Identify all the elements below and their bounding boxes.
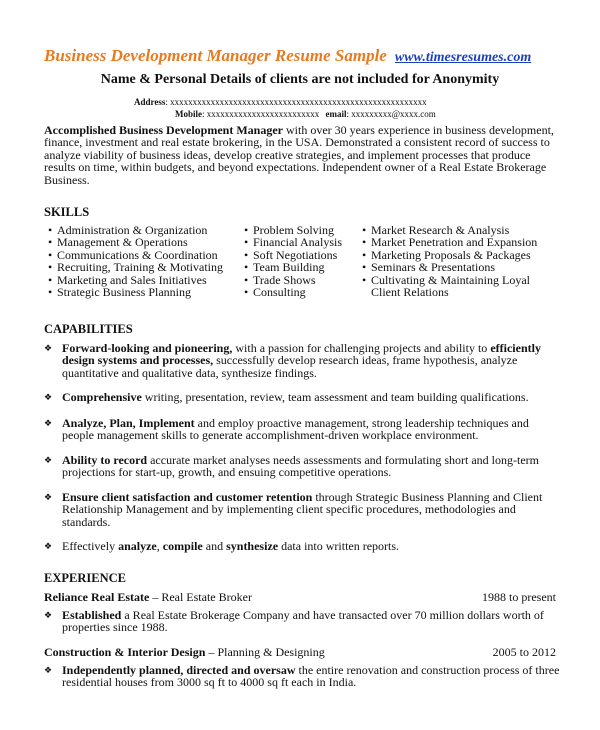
anonymity-note: Name & Personal Details of clients are not included for Anonymity bbox=[100, 72, 500, 87]
job-dates: 1988 to present bbox=[482, 590, 556, 604]
skill-item: • Administration & Organization bbox=[48, 223, 208, 237]
skill-item: • Soft Negotiations bbox=[244, 247, 338, 262]
skill-item: • Communications & Coordination bbox=[48, 247, 218, 262]
skill-item: • Seminars & Presentations bbox=[362, 260, 495, 275]
mobile-label: Mobile bbox=[175, 109, 202, 119]
diamond-bullet-icon: ❖ bbox=[44, 665, 53, 675]
skill-item: • Management & Operations bbox=[48, 235, 188, 250]
summary-lead: Accomplished Business Development Manager bbox=[44, 123, 283, 137]
skill-item: • Marketing Proposals & Packages bbox=[362, 247, 531, 262]
summary-text: with over 30 years experience in business development, finance, investment and real estate brokering, in the USA. Demonstrated a consistent record of success to analyze viability of business ideas, develop creative strategies, and implement processes that produce results on time, within budgets, and beyond expectations. Independent owner of a Real Estate Brokerage Business. bbox=[44, 123, 554, 187]
skill-item: • Market Penetration and Expansion bbox=[362, 235, 538, 250]
skill-item: • Market Research & Analysis bbox=[362, 223, 510, 237]
skill-item: • Strategic Business Planning bbox=[48, 285, 191, 300]
capability-item: ❖ Analyze, Plan, Implement and employ proactive management, strong leadership techniques and people management skills to generate accomplishment-driven workplace environment. bbox=[44, 416, 529, 443]
job-achievement: ❖ Established a Real Estate Brokerage Company and have transacted over 70 million dollars worth of properties since 1988. bbox=[44, 608, 544, 635]
experience-heading: EXPERIENCE bbox=[44, 571, 126, 585]
skill-item: • Consulting bbox=[244, 285, 306, 300]
capability-item: ❖ Comprehensive writing, presentation, review, team assessment and team building qualifications. bbox=[44, 390, 529, 404]
skill-item: • Team Building bbox=[244, 260, 325, 275]
diamond-bullet-icon: ❖ bbox=[44, 418, 53, 428]
job-dates: 2005 to 2012 bbox=[492, 645, 556, 659]
capability-item: ❖ Effectively analyze, compile and synthesize data into written reports. bbox=[44, 539, 400, 553]
job-header bbox=[44, 645, 556, 660]
diamond-bullet-icon: ❖ bbox=[44, 610, 53, 620]
skill-item-continuation: Client Relations bbox=[371, 285, 449, 300]
skill-item: • Marketing and Sales Initiatives bbox=[48, 272, 207, 287]
email-label: email bbox=[325, 109, 347, 119]
skill-item: • Financial Analysis bbox=[244, 235, 342, 250]
header bbox=[44, 46, 564, 66]
skill-item: • Trade Shows bbox=[244, 272, 316, 287]
address-line bbox=[134, 97, 427, 107]
job-header bbox=[44, 590, 556, 605]
mobile-email-line bbox=[175, 109, 436, 119]
capability-item: ❖ Ensure client satisfaction and customer retention through Strategic Business Planning and Client Relationship Management and by implementing client specific procedures, methodologies and standards. bbox=[44, 490, 543, 529]
document-title: Business Development Manager Resume Sample bbox=[44, 46, 387, 65]
email-value: : xxxxxxxxx@xxxx.com bbox=[346, 109, 436, 119]
diamond-bullet-icon: ❖ bbox=[44, 541, 53, 551]
skills-column-3 bbox=[362, 224, 537, 298]
mobile-value: : xxxxxxxxxxxxxxxxxxxxxxxxx bbox=[202, 109, 320, 119]
diamond-bullet-icon: ❖ bbox=[44, 392, 53, 402]
diamond-bullet-icon: ❖ bbox=[44, 343, 53, 353]
skills-column-2 bbox=[244, 224, 342, 298]
address-label: Address bbox=[134, 97, 166, 107]
address-value: : xxxxxxxxxxxxxxxxxxxxxxxxxxxxxxxxxxxxxxxxxxxxxxxxxxxxxxxxx bbox=[165, 97, 427, 107]
job-role: – Planning & Designing bbox=[205, 645, 325, 659]
job-achievement: ❖ Independently planned, directed and oversaw the entire renovation and construction process of three residential houses from 3000 sq ft to 4000 sq ft each in India. bbox=[44, 663, 560, 690]
diamond-bullet-icon: ❖ bbox=[44, 492, 53, 502]
job-role: – Real Estate Broker bbox=[149, 590, 252, 604]
capability-item: ❖ Forward-looking and pioneering, with a passion for challenging projects and ability to efficiently design systems and processes, successfully develop research ideas, frame hypothesis, analyze quantitative and qualitative data, synthesize findings. bbox=[44, 341, 541, 380]
skills-heading: SKILLS bbox=[44, 205, 90, 219]
skill-item: • Cultivating & Maintaining Loyal bbox=[362, 272, 530, 287]
diamond-bullet-icon: ❖ bbox=[44, 455, 53, 465]
capability-item: ❖ Ability to record accurate market analyses needs assessments and formulating short and long-term projections for start-up, growth, and ensuing competitive operations. bbox=[44, 453, 539, 480]
website-link[interactable]: www.timesresumes.com bbox=[394, 50, 532, 65]
skill-item: • Problem Solving bbox=[244, 223, 335, 237]
professional-summary bbox=[44, 124, 559, 186]
company-name: Reliance Real Estate bbox=[44, 590, 150, 604]
skill-item: • Recruiting, Training & Motivating bbox=[48, 260, 224, 275]
skills-column-1 bbox=[48, 224, 223, 298]
company-name: Construction & Interior Design bbox=[44, 645, 206, 659]
capabilities-heading: CAPABILITIES bbox=[44, 322, 133, 336]
